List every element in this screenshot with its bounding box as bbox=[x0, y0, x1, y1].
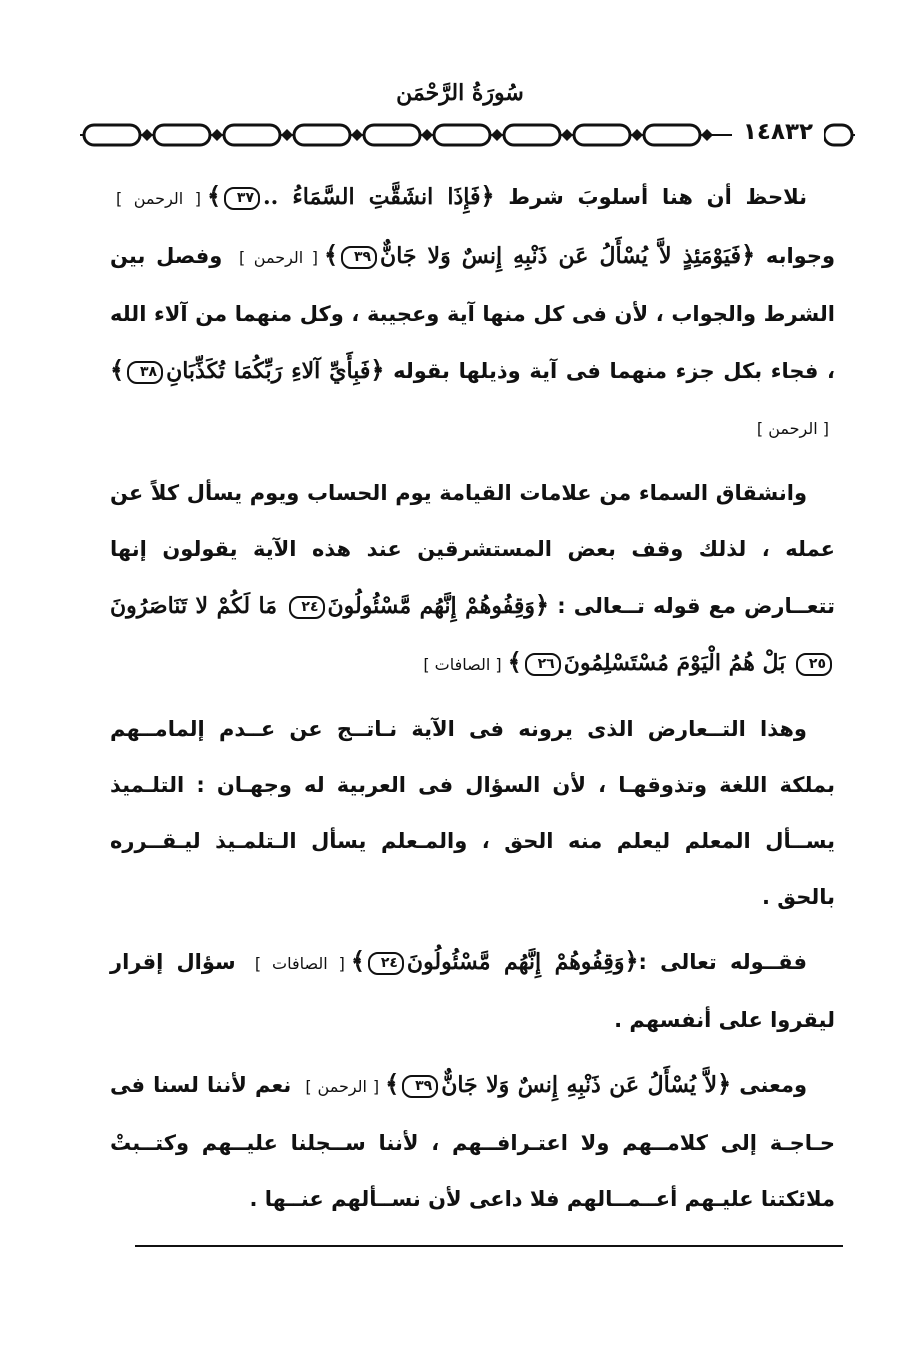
paragraph bbox=[110, 465, 835, 693]
quran-close-bracket: ﴾ bbox=[323, 240, 339, 269]
chain-diamond bbox=[561, 129, 573, 141]
body-text-run: وهذا التــعارض الذى يرونه فى الآية نـاتــج عن عــدم إلمامــهم بملكة اللغة وتذوقهـا ، لأن السؤال فى العربية له وجهـان : التلـميذ يســأل المعلم ليعلم منه الحق ، والمـعلم يسأل الـتلمـيذ ليـقــرره بالحق . bbox=[110, 717, 835, 909]
body-text-run: فقــوله تعالى : bbox=[638, 950, 807, 974]
quran-verse: فَيَوْمَئِذٍ لاَّ يُسْأَلُ عَن ذَنْبِهِ إِنسٌ وَلا جَانٌّ bbox=[380, 243, 742, 269]
chain-link bbox=[574, 125, 630, 145]
chain-diamond bbox=[701, 129, 713, 141]
chain-link bbox=[504, 125, 560, 145]
ayah-number: ٢٤ bbox=[289, 596, 325, 619]
body-text bbox=[110, 168, 835, 1227]
verse-source-ref: [ الرحمن ] bbox=[756, 419, 829, 438]
chain-link bbox=[84, 125, 140, 145]
verse-source-ref: [ الرحمن ] bbox=[116, 189, 201, 208]
verse-source-ref: [ الرحمن ] bbox=[239, 248, 318, 267]
body-text-run: وفصل بين الشرط والجواب ، لأن فى كل منها آية وعجيبة ، وكل منهما من آلاء الله ، فجاء بكل جزء منهما فى آية وذيلها بقوله bbox=[110, 244, 835, 383]
quran-verse: وَقِفُوهُمْ إِنَّهُم مَّسْئُولُونَ bbox=[327, 593, 536, 619]
ayah-number: ٢٥ bbox=[796, 653, 832, 676]
chain-link bbox=[434, 125, 490, 145]
quran-open-bracket: ﴿ bbox=[535, 590, 550, 619]
surah-title: سُورَةُ الرَّحْمَن bbox=[396, 80, 524, 106]
verse-source-ref: [ الصافات ] bbox=[423, 655, 502, 674]
chain-diamond bbox=[141, 129, 153, 141]
quran-open-bracket: ﴿ bbox=[717, 1069, 732, 1098]
quran-open-bracket: ﴿ bbox=[741, 240, 756, 269]
verse-source-ref: [ الرحمن ] bbox=[305, 1077, 380, 1096]
quran-close-bracket: ﴾ bbox=[385, 1069, 400, 1098]
chain-diamond bbox=[491, 129, 503, 141]
footer-rule bbox=[135, 1245, 843, 1247]
quran-close-bracket: ﴾ bbox=[507, 647, 522, 676]
chain-link bbox=[154, 125, 210, 145]
quran-open-bracket: ﴿ bbox=[624, 946, 639, 975]
quran-verse: وَقِفُوهُمْ إِنَّهُم مَّسْئُولُونَ bbox=[406, 949, 625, 975]
quran-close-bracket: ﴾ bbox=[206, 181, 222, 210]
quran-open-bracket: ﴿ bbox=[370, 355, 385, 384]
paragraph bbox=[110, 168, 835, 457]
paragraph bbox=[110, 701, 835, 925]
paragraph bbox=[110, 1056, 835, 1227]
chain-link bbox=[224, 125, 280, 145]
chain-diamond bbox=[351, 129, 363, 141]
verse-source-ref: [ الصافات ] bbox=[254, 954, 345, 973]
ayah-number: ٢٤ bbox=[368, 952, 404, 975]
body-text-run: نلاحظ أن هنا أسلوبَ شرط bbox=[494, 185, 807, 209]
body-text-run: وجوابه bbox=[755, 244, 836, 268]
body-text-run: ومعنى bbox=[731, 1073, 808, 1097]
ayah-number: ٣٩ bbox=[341, 246, 377, 269]
quran-verse: مَا لَكُمْ لا تَنَاصَرُونَ bbox=[110, 593, 286, 619]
ayah-number: ٣٧ bbox=[224, 187, 260, 210]
quran-verse: فَإِذَا انشَقَّتِ السَّمَاءُ .. bbox=[263, 184, 481, 210]
chain-diamond bbox=[631, 129, 643, 141]
paragraph bbox=[110, 933, 835, 1048]
chain-diamond bbox=[211, 129, 223, 141]
body-text-run: وانشقاق السماء من علامات القيامة يوم الحساب ويوم يسأل كلاً عن عمله ، لذلك وقف بعض المستشرقين عند هذه الآية يقولون إنها تتعــارض مع قوله تــعالى : bbox=[110, 481, 836, 618]
chain-link bbox=[364, 125, 420, 145]
chain-end-link bbox=[824, 125, 852, 145]
quran-close-bracket: ﴾ bbox=[350, 946, 365, 975]
body-text-run: سؤال إقرار ليقروا على أنفسهم . bbox=[110, 950, 835, 1032]
quran-verse: فَبِأَيِّ آلاءِ رَبِّكُمَا تُكَذِّبَانِ bbox=[166, 358, 371, 384]
body-text-run: نعم لأننا لسنا فى حـاجـة إلى كلامــهم ولا اعتـرافــهم ، لأننا ســجلنا عليــهم وكتــبتْ ملائكتنا عليـهم أعــمــالهم فلا داعى لأن نســألهم عنــها . bbox=[110, 1073, 835, 1211]
ayah-number: ٢٦ bbox=[525, 653, 561, 676]
chain-diamond bbox=[421, 129, 433, 141]
chain-link bbox=[644, 125, 700, 145]
page-number: ١٤٨٣٢ bbox=[732, 117, 824, 147]
quran-verse: بَلْ هُمُ الْيَوْمَ مُسْتَسْلِمُونَ bbox=[563, 650, 793, 676]
ayah-number: ٣٩ bbox=[402, 1075, 438, 1098]
chain-diamond bbox=[281, 129, 293, 141]
quran-verse: لاَّ يُسْأَلُ عَن ذَنْبِهِ إِنسٌ وَلا جَانٌّ bbox=[441, 1072, 718, 1098]
quran-close-bracket: ﴾ bbox=[110, 355, 125, 384]
chain-link bbox=[294, 125, 350, 145]
quran-open-bracket: ﴿ bbox=[480, 181, 495, 210]
ayah-number: ٣٨ bbox=[127, 361, 163, 384]
